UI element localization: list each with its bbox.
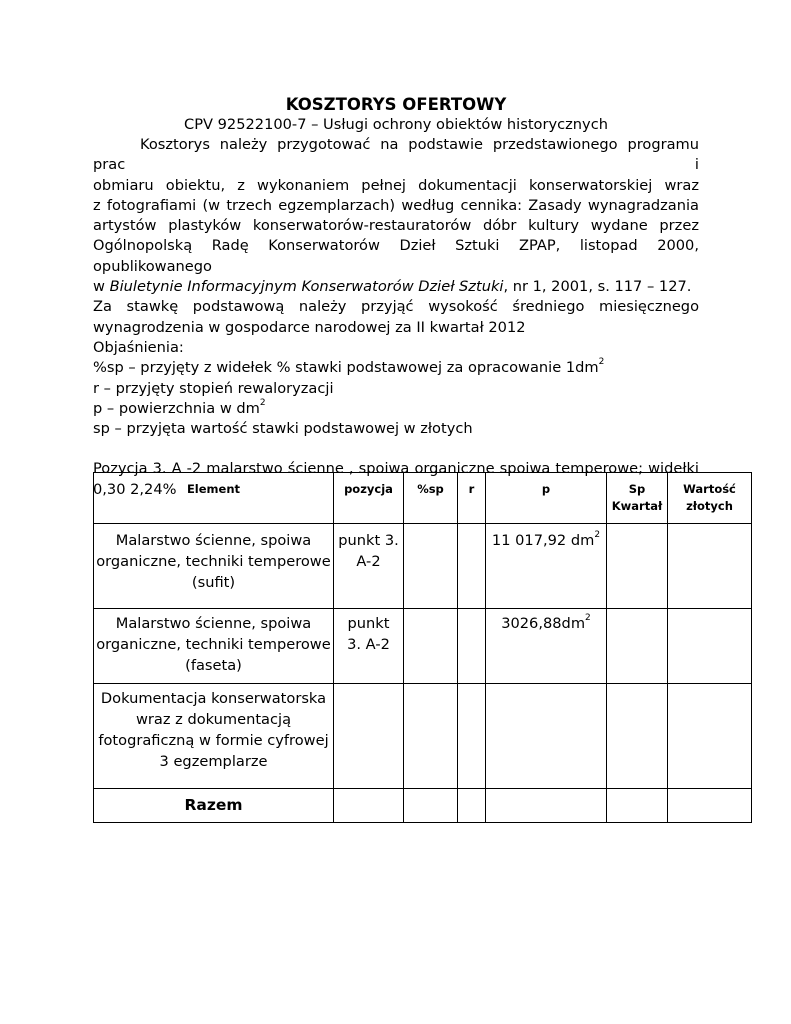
cell-text: fotograficzną w formie cyfrowej bbox=[98, 732, 329, 749]
header-sp: %sp bbox=[404, 473, 458, 524]
superscript: 2 bbox=[598, 357, 605, 368]
explanation-text: %sp – przyjęty z widełek % stawki podstawowej za opracowanie 1dm bbox=[93, 359, 599, 377]
rate-paragraph bbox=[93, 297, 699, 338]
cell-p bbox=[486, 684, 607, 789]
header-text: Wartość bbox=[683, 482, 736, 496]
explanation-p bbox=[93, 399, 699, 419]
cell-text: (faseta) bbox=[185, 657, 242, 674]
intro-text: w bbox=[93, 278, 110, 296]
intro-text: , nr 1, 2001, s. 117 – 127. bbox=[503, 278, 692, 296]
header-r: r bbox=[458, 473, 486, 524]
explanations bbox=[93, 338, 699, 439]
explanation-text: p – powierzchnia w dm bbox=[93, 399, 260, 417]
total-label: Razem bbox=[94, 789, 334, 823]
intro-line bbox=[93, 277, 699, 297]
cell-text: Dokumentacja konserwatorska bbox=[100, 690, 327, 707]
cell-text: organiczne, techniki temperowe bbox=[96, 553, 331, 570]
intro-line: obmiaru obiektu, z wykonaniem pełnej dokumentacji konserwatorskiej wraz bbox=[93, 176, 699, 194]
superscript: 2 bbox=[585, 613, 591, 624]
header-text: Kwartał bbox=[611, 499, 663, 513]
table-header-row bbox=[94, 473, 752, 524]
position-line: Pozycja 3. A -2 malarstwo ścienne , spoiwa organiczne spoiwa temperowe; widełki bbox=[93, 460, 699, 478]
cell-wartosc bbox=[668, 609, 752, 684]
cell-sp bbox=[404, 524, 458, 609]
cell-text: punkt bbox=[347, 615, 390, 632]
cell-pozycja bbox=[334, 609, 404, 684]
table-total-row bbox=[94, 789, 752, 823]
cell-sp bbox=[404, 789, 458, 823]
explanation-sp-value: sp – przyjęta wartość stawki podstawowej w złotych bbox=[93, 420, 473, 438]
cell-text: A-2 bbox=[356, 553, 381, 570]
cell-text: Malarstwo ścienne, spoiwa bbox=[115, 615, 312, 632]
bulletin-title: Biuletynie Informacyjnym Konserwatorów Dzieł Sztuki bbox=[109, 278, 504, 296]
cost-table bbox=[93, 472, 752, 823]
table-row bbox=[94, 609, 752, 684]
cell-r bbox=[458, 789, 486, 823]
cell-element bbox=[94, 609, 334, 684]
explanation-sp bbox=[93, 358, 699, 378]
cell-text: 3 egzemplarze bbox=[159, 753, 268, 770]
cell-text: punkt 3. bbox=[338, 532, 399, 549]
intro-line: artystów plastyków konserwatorów-restauratorów dóbr kultury wydane przez bbox=[93, 217, 699, 235]
cell-pozycja bbox=[334, 789, 404, 823]
intro-line: Kosztorys należy przygotować na podstawie przedstawionego programu prac i bbox=[93, 136, 699, 174]
cell-wartosc bbox=[668, 684, 752, 789]
rate-line: wynagrodzenia w gospodarce narodowej za II kwartał 2012 bbox=[93, 318, 526, 336]
intro-line: Ogólnopolską Radę Konserwatorów Dzieł Sztuki ZPAP, listopad 2000, opublikowanego bbox=[93, 237, 699, 275]
explanation-r: r – przyjęty stopień rewaloryzacji bbox=[93, 379, 334, 397]
cell-text: (sufit) bbox=[191, 574, 236, 591]
cell-sp bbox=[404, 609, 458, 684]
cell-kwartal bbox=[607, 609, 668, 684]
cell-r bbox=[458, 524, 486, 609]
cell-wartosc bbox=[668, 524, 752, 609]
document-title: KOSZTORYS OFERTOWY bbox=[285, 95, 507, 114]
cell-sp bbox=[404, 684, 458, 789]
cell-pozycja bbox=[334, 684, 404, 789]
cell-text: wraz z dokumentacją bbox=[135, 711, 292, 728]
header-text: złotych bbox=[686, 499, 733, 513]
table-row bbox=[94, 684, 752, 789]
cell-text: organiczne, techniki temperowe bbox=[96, 636, 331, 653]
header-kwartal bbox=[607, 473, 668, 524]
cell-pozycja bbox=[334, 524, 404, 609]
header-pozycja: pozycja bbox=[334, 473, 404, 524]
cell-wartosc bbox=[668, 789, 752, 823]
cell-kwartal bbox=[607, 684, 668, 789]
document-subtitle: CPV 92522100-7 – Usługi ochrony obiektów historycznych bbox=[184, 116, 608, 133]
superscript: 2 bbox=[594, 530, 601, 541]
cell-p bbox=[486, 609, 607, 684]
header-p: p bbox=[486, 473, 607, 524]
intro-line: z fotografiami (w trzech egzemplarzach) według cennika: Zasady wynagradzania bbox=[93, 196, 699, 214]
header-text: Sp bbox=[628, 482, 646, 496]
header-element: Element bbox=[94, 473, 334, 524]
cell-text: 3026,88dm bbox=[501, 615, 586, 632]
cell-text: 3. A-2 bbox=[347, 636, 390, 653]
cell-p bbox=[486, 789, 607, 823]
intro-paragraph bbox=[93, 135, 699, 297]
header-wartosc bbox=[668, 473, 752, 524]
cell-kwartal bbox=[607, 789, 668, 823]
cell-text: 11 017,92 dm bbox=[491, 532, 595, 549]
position-line: 0,30 2,24% bbox=[93, 480, 177, 498]
explanations-header: Objaśnienia: bbox=[93, 338, 184, 356]
table-row bbox=[94, 524, 752, 609]
cell-element bbox=[94, 684, 334, 789]
cell-text: Malarstwo ścienne, spoiwa bbox=[115, 532, 312, 549]
cell-element bbox=[94, 524, 334, 609]
document-body bbox=[93, 94, 699, 500]
cell-r bbox=[458, 684, 486, 789]
cell-r bbox=[458, 609, 486, 684]
cell-p bbox=[486, 524, 607, 609]
rate-line: Za stawkę podstawową należy przyjąć wysokość średniego miesięcznego bbox=[93, 298, 699, 316]
cell-kwartal bbox=[607, 524, 668, 609]
superscript: 2 bbox=[259, 398, 266, 408]
